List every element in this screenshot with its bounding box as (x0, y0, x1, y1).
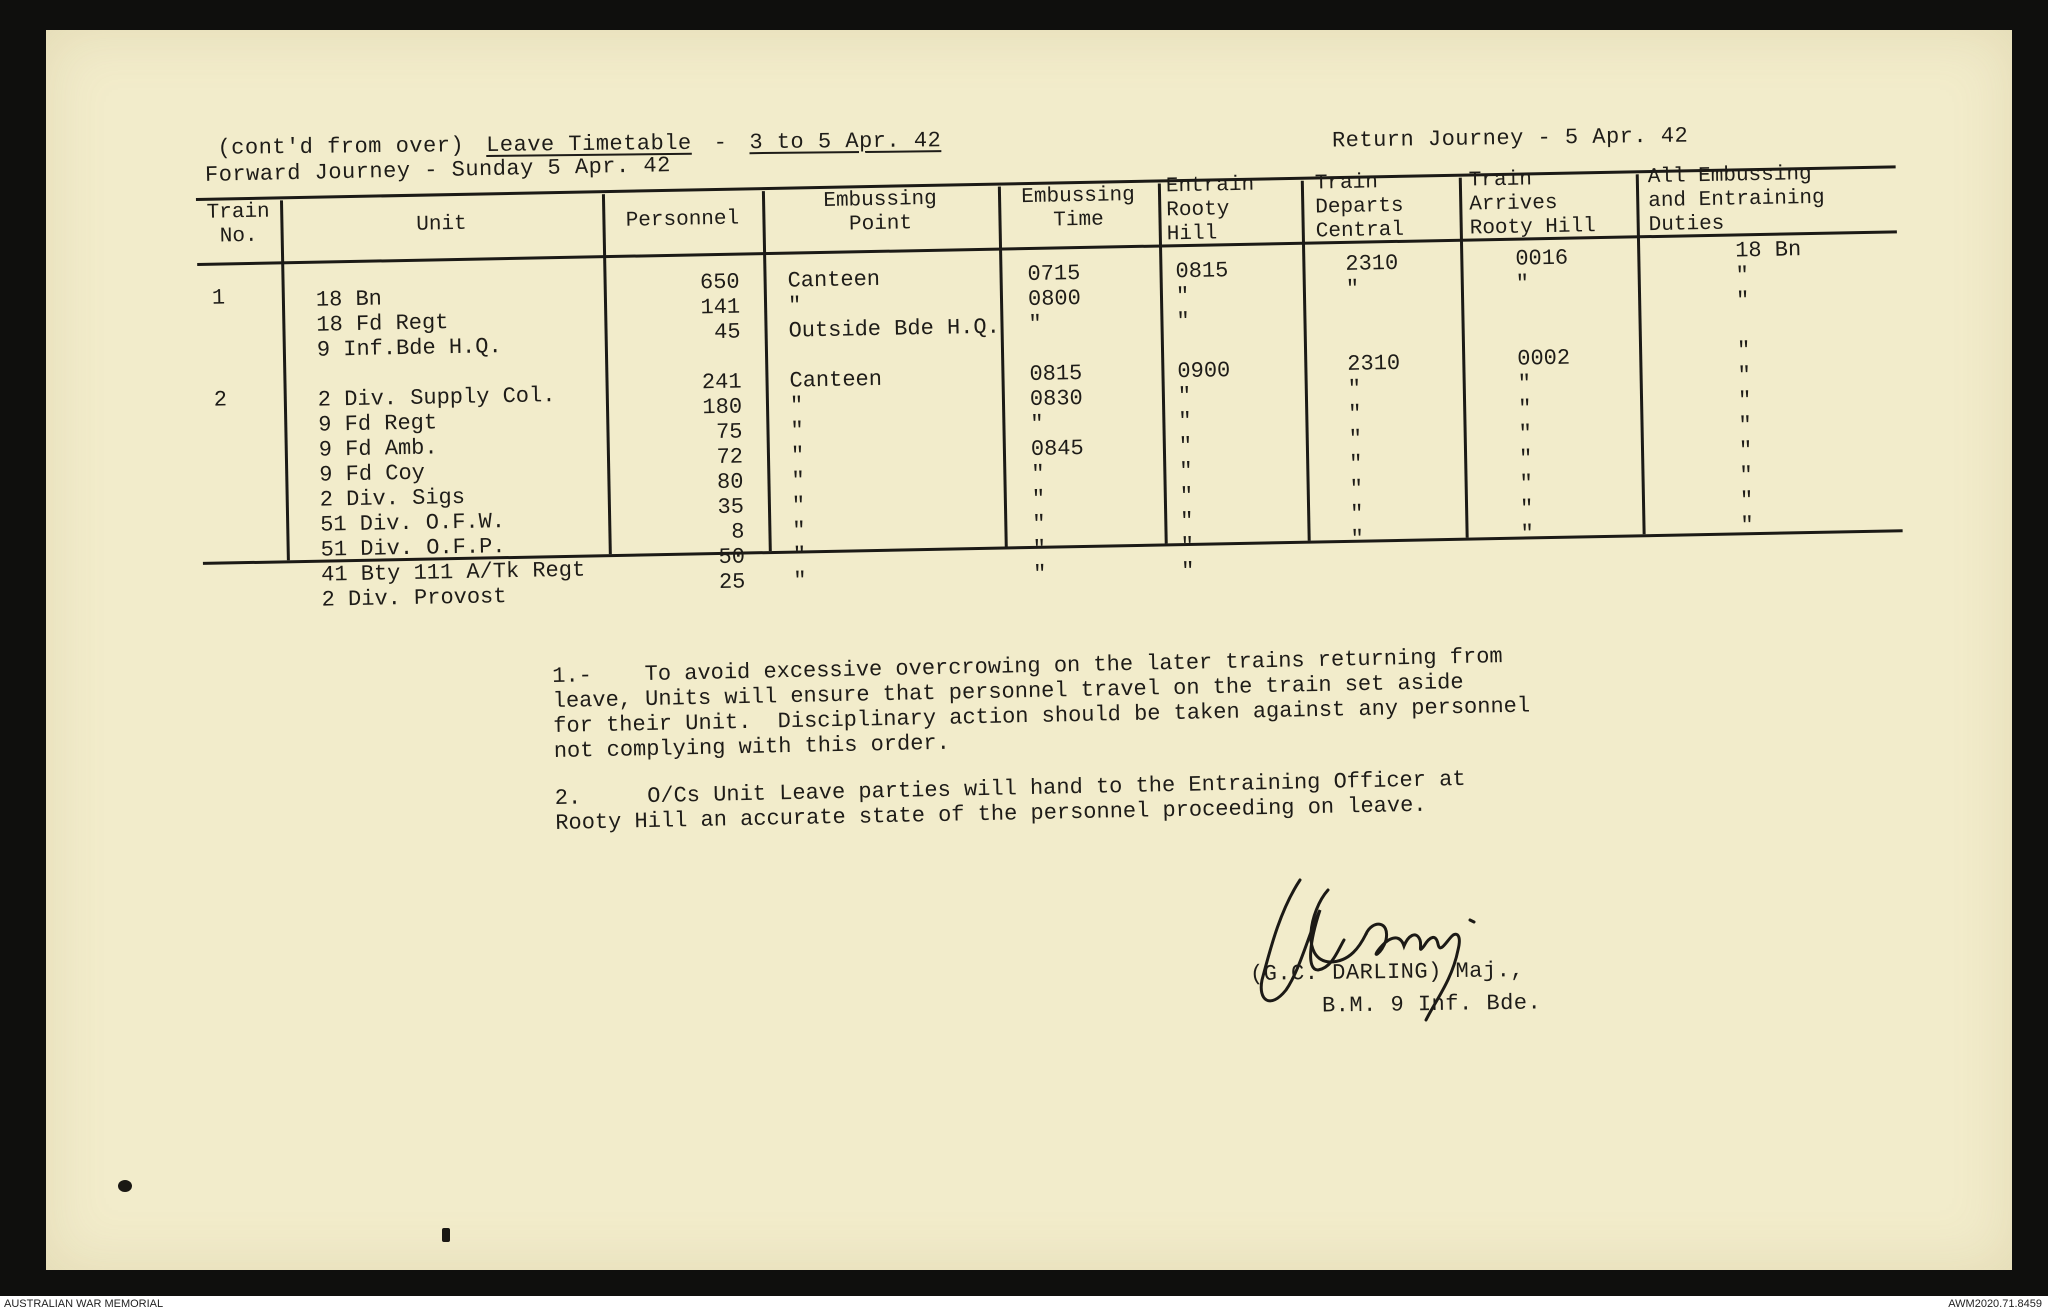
entrain-cell (1177, 332, 1287, 359)
embussing-time-cell: 0830 (1029, 386, 1083, 413)
unit-column (316, 283, 586, 613)
note-1: 1.- To avoid excessive overcrowing on the later trains returning from leave, Units will ensure that personnel travel on the train set aside for their Unit. Disciplinary action should be taken against any personnel not complying with this order. (552, 644, 1531, 764)
embussing-point-cell: " (792, 543, 807, 569)
signatory-name: (G.C. DARLING) Maj., (1249, 958, 1525, 987)
train-no-cell: 2 (213, 387, 228, 413)
arrives-cell: 0016 (1515, 245, 1569, 272)
forward-journey-heading: Forward Journey - Sunday 5 Apr. 42 (204, 153, 672, 188)
duties-cell: 18 Bn (1734, 237, 1802, 264)
arrives-cell: " (1518, 446, 1533, 472)
arrives-cell: " (1515, 271, 1530, 297)
duties-cell: " (1735, 263, 1750, 289)
embussing-point-cell: " (790, 418, 804, 444)
departs-cell: " (1350, 526, 1365, 552)
header-duties: All Embussing and Entraining Duties (1647, 162, 1825, 238)
entrain-cell: " (1180, 508, 1194, 535)
arrives-cell: " (1520, 521, 1535, 547)
embussing-time-cell: 0815 (1029, 361, 1083, 388)
embussing-point-cell: " (792, 518, 806, 544)
header-train-no: Train No. (206, 200, 270, 249)
departs-cell: " (1345, 276, 1360, 302)
column-divider (280, 200, 290, 560)
notes-section (552, 640, 1716, 858)
entrain-cell: " (1180, 533, 1195, 560)
personnel-cell: 72 (716, 444, 744, 471)
unit-cell: 18 Fd Regt (316, 310, 449, 338)
entrain-column (1175, 257, 1291, 584)
header-embussing-time: Embussing Time (1021, 183, 1135, 233)
embussing-time-cell: " (1031, 461, 1045, 488)
document-dates: 3 to 5 Apr. 42 (749, 128, 942, 156)
leave-timetable-table (195, 117, 1914, 655)
embussing-point-cell: Canteen (787, 266, 881, 294)
embussing-point-cell: Canteen (789, 366, 883, 394)
note-2: 2. O/Cs Unit Leave parties will hand to the Entraining Officer at Rooty Hill an accurate state of the personnel proceeding on leave. (554, 766, 1466, 836)
personnel-cell: 241 (701, 369, 742, 396)
unit-cell: 41 Bty 111 A/Tk Regt (320, 557, 586, 588)
embussing-time-cell: " (1033, 561, 1047, 587)
unit-cell: 9 Fd Coy (319, 460, 426, 488)
embussing-time-cell: 0715 (1027, 261, 1081, 288)
embussing-point-cell: " (793, 568, 807, 594)
duties-cell: " (1737, 388, 1752, 414)
embussing-point-column (787, 265, 1003, 594)
unit-cell: 51 Div. O.F.W. (319, 509, 506, 538)
unit-cell: 2 Div. Sigs (319, 484, 466, 513)
unit-cell: 2 Div. Provost (321, 584, 507, 613)
unit-cell: 18 Bn (315, 286, 383, 313)
entrain-cell: " (1175, 283, 1190, 310)
arrives-cell: 0002 (1517, 345, 1571, 372)
arrives-cell: " (1517, 396, 1532, 422)
duties-cell: " (1737, 363, 1752, 389)
embussing-time-cell: " (1030, 411, 1044, 438)
embussing-time-cell: " (1031, 486, 1046, 512)
unit-cell: 9 Inf.Bde H.Q. (316, 334, 502, 363)
return-journey-heading: Return Journey - 5 Apr. 42 (1331, 123, 1689, 154)
duties-cell: " (1738, 413, 1753, 439)
embussing-time-cell: 0845 (1030, 435, 1084, 463)
header-personnel: Personnel (625, 207, 740, 233)
column-divider (602, 194, 612, 554)
entrain-cell: " (1179, 458, 1193, 485)
header-entrain: Entrain Rooty Hill (1165, 173, 1255, 247)
embussing-point-cell: " (791, 468, 805, 494)
personnel-cell (611, 345, 741, 372)
footer-archive-name: AUSTRALIAN WAR MEMORIAL (4, 1298, 164, 1310)
departs-column (1345, 250, 1451, 577)
embussing-time-cell: " (1032, 536, 1047, 562)
entrain-cell: " (1178, 433, 1193, 460)
departs-cell: " (1347, 376, 1362, 402)
unit-cell: 9 Fd Regt (318, 410, 438, 438)
departs-cell: 2310 (1345, 250, 1399, 277)
header-unit: Unit (416, 212, 467, 237)
embussing-point-cell: " (787, 293, 802, 319)
personnel-cell: 35 (717, 494, 745, 521)
train-no-cell: 1 (211, 285, 226, 311)
departs-cell: 2310 (1347, 350, 1401, 377)
duties-cell (1736, 312, 1836, 339)
document-title: Leave Timetable (486, 130, 692, 158)
entrain-cell: " (1177, 383, 1192, 410)
personnel-column (609, 270, 745, 597)
entrain-cell: " (1176, 308, 1190, 335)
arrives-cell: " (1519, 471, 1534, 497)
continued-note: (cont'd from over) (217, 133, 465, 161)
embussing-time-column (1027, 260, 1143, 587)
personnel-cell: 45 (713, 319, 741, 346)
departs-cell: " (1349, 451, 1363, 477)
header-arrives: Train Arrives Rooty Hill (1468, 168, 1596, 241)
entrain-cell: " (1178, 408, 1192, 435)
personnel-cell: 75 (715, 419, 743, 446)
personnel-cell: 650 (699, 269, 740, 296)
embussing-time-cell: " (1028, 311, 1042, 338)
entrain-cell: 0815 (1175, 258, 1229, 285)
footer-item-id: AWM2020.71.8459 (1948, 1298, 2042, 1310)
departs-cell (1351, 550, 1451, 577)
departs-cell: " (1349, 476, 1364, 502)
arrives-cell: " (1517, 371, 1532, 397)
departs-cell: " (1349, 501, 1364, 527)
arrives-column (1515, 245, 1621, 572)
arrives-cell (1516, 295, 1616, 322)
arrives-cell (1517, 320, 1617, 347)
personnel-cell: 141 (700, 294, 741, 321)
duties-cell: " (1740, 513, 1754, 539)
title-dash: - (713, 130, 728, 156)
departs-cell: " (1348, 401, 1362, 427)
entrain-cell: 0900 (1177, 358, 1231, 385)
personnel-cell: 180 (702, 394, 743, 421)
duties-cell: " (1738, 438, 1753, 464)
entrain-cell: " (1179, 483, 1194, 510)
arrives-cell (1521, 545, 1621, 572)
column-divider (762, 191, 772, 551)
duties-cell: " (1735, 288, 1750, 314)
departs-cell (1346, 300, 1446, 327)
embussing-time-cell (1029, 335, 1139, 362)
entrain-cell: " (1181, 558, 1195, 585)
ink-speck (118, 1180, 132, 1192)
arrives-cell: " (1518, 421, 1533, 447)
departs-cell (1347, 325, 1447, 352)
embussing-time-cell: " (1032, 511, 1046, 537)
personnel-cell: 50 (718, 544, 746, 571)
duties-cell: " (1739, 463, 1753, 489)
personnel-cell: 8 (730, 519, 745, 545)
embussing-time-cell: 0800 (1027, 286, 1082, 313)
embussing-point-cell: " (789, 393, 804, 419)
unit-cell: 2 Div. Supply Col. (317, 383, 556, 413)
ink-speck (442, 1228, 450, 1242)
embussing-point-cell: " (790, 443, 805, 469)
personnel-cell: 25 (718, 569, 746, 596)
departs-cell: " (1348, 426, 1363, 452)
duties-cell: " (1739, 488, 1754, 514)
duties-cell: " (1736, 338, 1751, 364)
unit-cell: 51 Div. O.F.P. (320, 534, 506, 563)
embussing-point-cell: Outside Bde H.Q. (788, 314, 1001, 344)
duties-cell (1741, 536, 1841, 563)
embussing-point-cell: " (791, 493, 806, 519)
unit-cell: 9 Fd Amb. (318, 435, 438, 463)
header-embussing-point: Embussing Point (823, 187, 938, 237)
signatory-appointment: B.M. 9 Inf. Bde. (1321, 990, 1542, 1019)
personnel-cell: 80 (716, 469, 744, 496)
duties-column (1735, 237, 1841, 564)
header-departs: Train Departs Central (1314, 171, 1405, 244)
arrives-cell: " (1519, 496, 1534, 522)
